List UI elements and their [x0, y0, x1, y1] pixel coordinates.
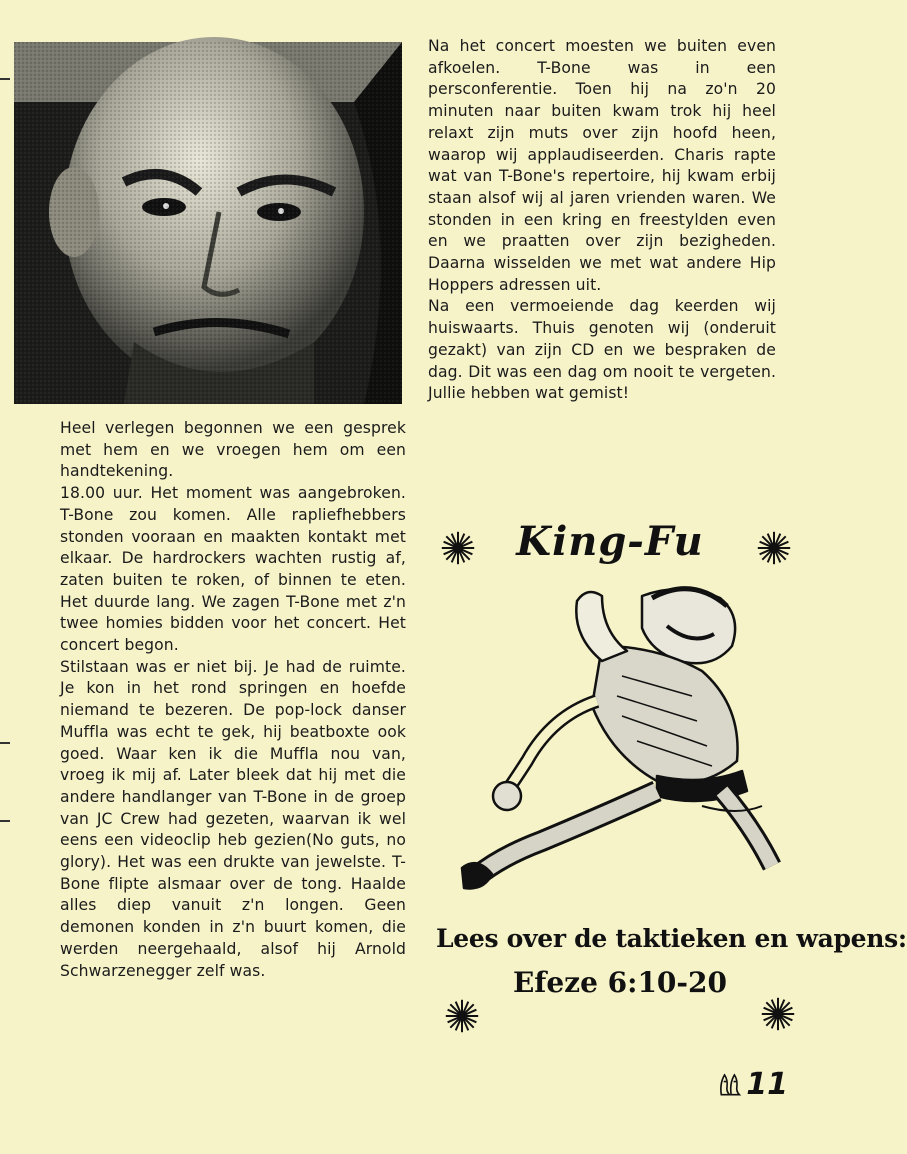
article-paragraph: Stilstaan was er niet bij. Je had de ruimte. Je kon in het rond springen en hoefde niemand te bezeren. De pop-lock danser Muffla was echt te gek, hij beatboxte ook goed. Waar ken ik die Muffla nou van, vroeg ik mij af. Later bleek dat hij met die andere handlanger van T-Bone in de groep van JC Crew had gezeten, waarvan ik wel eens een videoclip heb gezien(No guts, no glory). Het was een drukte van jewelste. T-Bone flipte alsmaar over de tong. Haalde alles diep vanuit z'n longen. Geen demonen konden in z'n buurt komen, die werden neergehaald, alsof hij Arnold Schwarzenegger zelf was. [60, 657, 406, 980]
margin-mark [0, 820, 10, 822]
star-icon [440, 530, 476, 566]
margin-mark [0, 742, 10, 744]
ad-title: King-Fu [516, 518, 704, 565]
ad-bible-reference: Efeze 6:10-20 [512, 966, 728, 999]
article-right-column [428, 36, 776, 405]
article-paragraph: 18.00 uur. Het moment was aangebroken. T-Bone zou komen. Alle rapliefhebbers stonden vooraan en maakten kontakt met elkaar. De hardrockers wachten rustig af, zaten buiten te roken, of binnen te eten. Het duurde lang. We zagen T-Bone met z'n twee homies bidden voor het concert. Het concert begon. [60, 484, 406, 655]
article-paragraph: Na een vermoeiende dag keerden wij huiswaarts. Thuis genoten wij (onderuit gezakt) van zijn CD en we bespraken de dag. Dit was een dag om nooit te vergeten. Jullie hebben wat gemist! [428, 297, 776, 403]
article-left-column [60, 418, 406, 982]
page-number [718, 1064, 788, 1104]
star-icon [444, 998, 480, 1034]
star-icon [760, 996, 796, 1032]
margin-mark [0, 78, 10, 80]
praying-hands-icon [718, 1069, 744, 1099]
martial-artist-illustration [452, 576, 782, 906]
portrait-image [14, 42, 402, 404]
article-paragraph: Heel verlegen begonnen we een gesprek met hem en we vroegen hem om een handtekening. [60, 419, 406, 481]
star-icon [756, 530, 792, 566]
ad-tagline: Lees over de taktieken en wapens: [436, 924, 907, 953]
page-number-text: 11 [746, 1066, 788, 1102]
performer-photo [14, 42, 402, 404]
article-paragraph: Na het concert moesten we buiten even afkoelen. T-Bone was in een persconferentie. Toen hij na zo'n 20 minuten naar buiten kwam trok hij heel relaxt zijn muts over zijn hoofd heen, waarop wij applaudiseerden. Charis rapte wat van T-Bone's repertoire, hij kwam erbij staan alsof wij al jaren vrienden waren. We stonden in een kring en freestylden even en we praatten over zijn bezigheden. Daarna wisselden we met wat andere Hip Hoppers adressen uit. [428, 37, 776, 294]
